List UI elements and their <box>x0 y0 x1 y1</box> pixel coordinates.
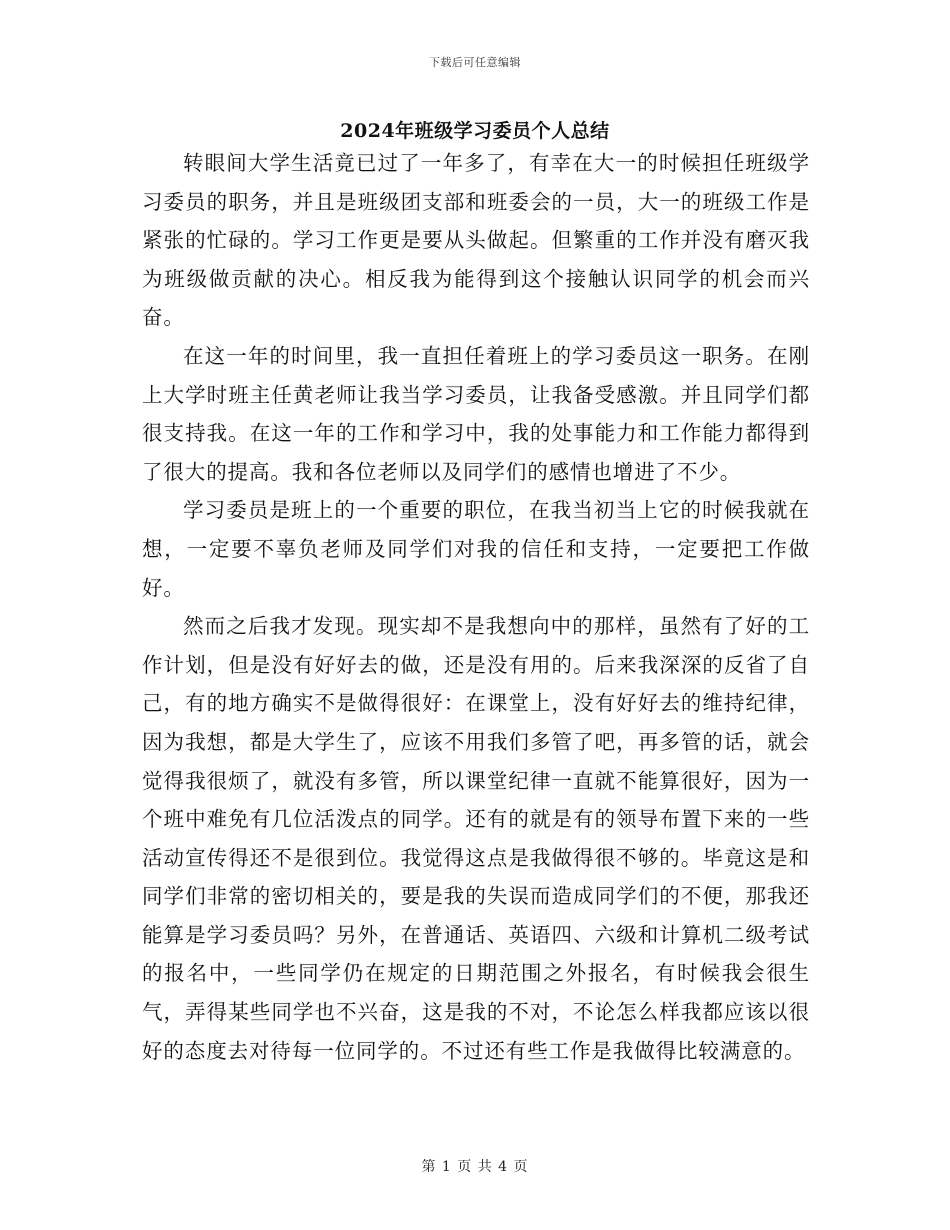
paragraph: 在这一年的时间里，我一直担任着班上的学习委员这一职务。在刚上大学时班主任黄老师让我当学习委员，让我备受感激。并且同学们都很支持我。在这一年的工作和学习中，我的处事能力和工作能力都得到了很大的提高。我和各位老师以及同学们的感情也增进了不少。 <box>142 343 810 484</box>
page-indicator: 第 1 页 共 4 页 <box>421 1159 529 1175</box>
document-title: 2024年班级学习委员个人总结 <box>340 120 610 142</box>
paragraph: 转眼间大学生活竟已过了一年多了，有幸在大一的时候担任班级学习委员的职务，并且是班级团支部和班委会的一员，大一的班级工作是紧张的忙碌的。学习工作更是要从头做起。但繁重的工作并没有磨灭我为班级做贡献的决心。相反我为能得到这个接触认识同学的机会而兴奋。 <box>142 151 810 330</box>
header-note: 下载后可任意编辑 <box>429 56 521 69</box>
paragraph: 然而之后我才发现。现实却不是我想向中的那样，虽然有了好的工作计划，但是没有好好去的做，还是没有用的。后来我深深的反省了自己，有的地方确实不是做得很好：在课堂上，没有好好去的维持纪律，因为我想，都是大学生了，应该不用我们多管了吧，再多管的话，就会觉得我很烦了，就没有多管，所以课堂纪律一直就不能算很好，因为一个班中难免有几位活泼点的同学。还有的就是有的领导布置下来的一些活动宣传得还不是很到位。我觉得这点是我做得很不够的。毕竟这是和同学们非常的密切相关的，要是我的失误而造成同学们的不便，那我还能算是学习委员吗？另外，在普通话、英语四、六级和计算机二级考试的报名中，一些同学仍在规定的日期范围之外报名，有时候我会很生气，弄得某些同学也不兴奋，这是我的不对，不论怎么样我都应该以很好的态度去对待每一位同学的。不过还有些工作是我做得比较满意的。 <box>142 614 810 1063</box>
paragraph: 学习委员是班上的一个重要的职位，在我当初当上它的时候我就在想，一定要不辜负老师及同学们对我的信任和支持，一定要把工作做好。 <box>142 498 810 600</box>
document-body <box>142 144 810 1070</box>
